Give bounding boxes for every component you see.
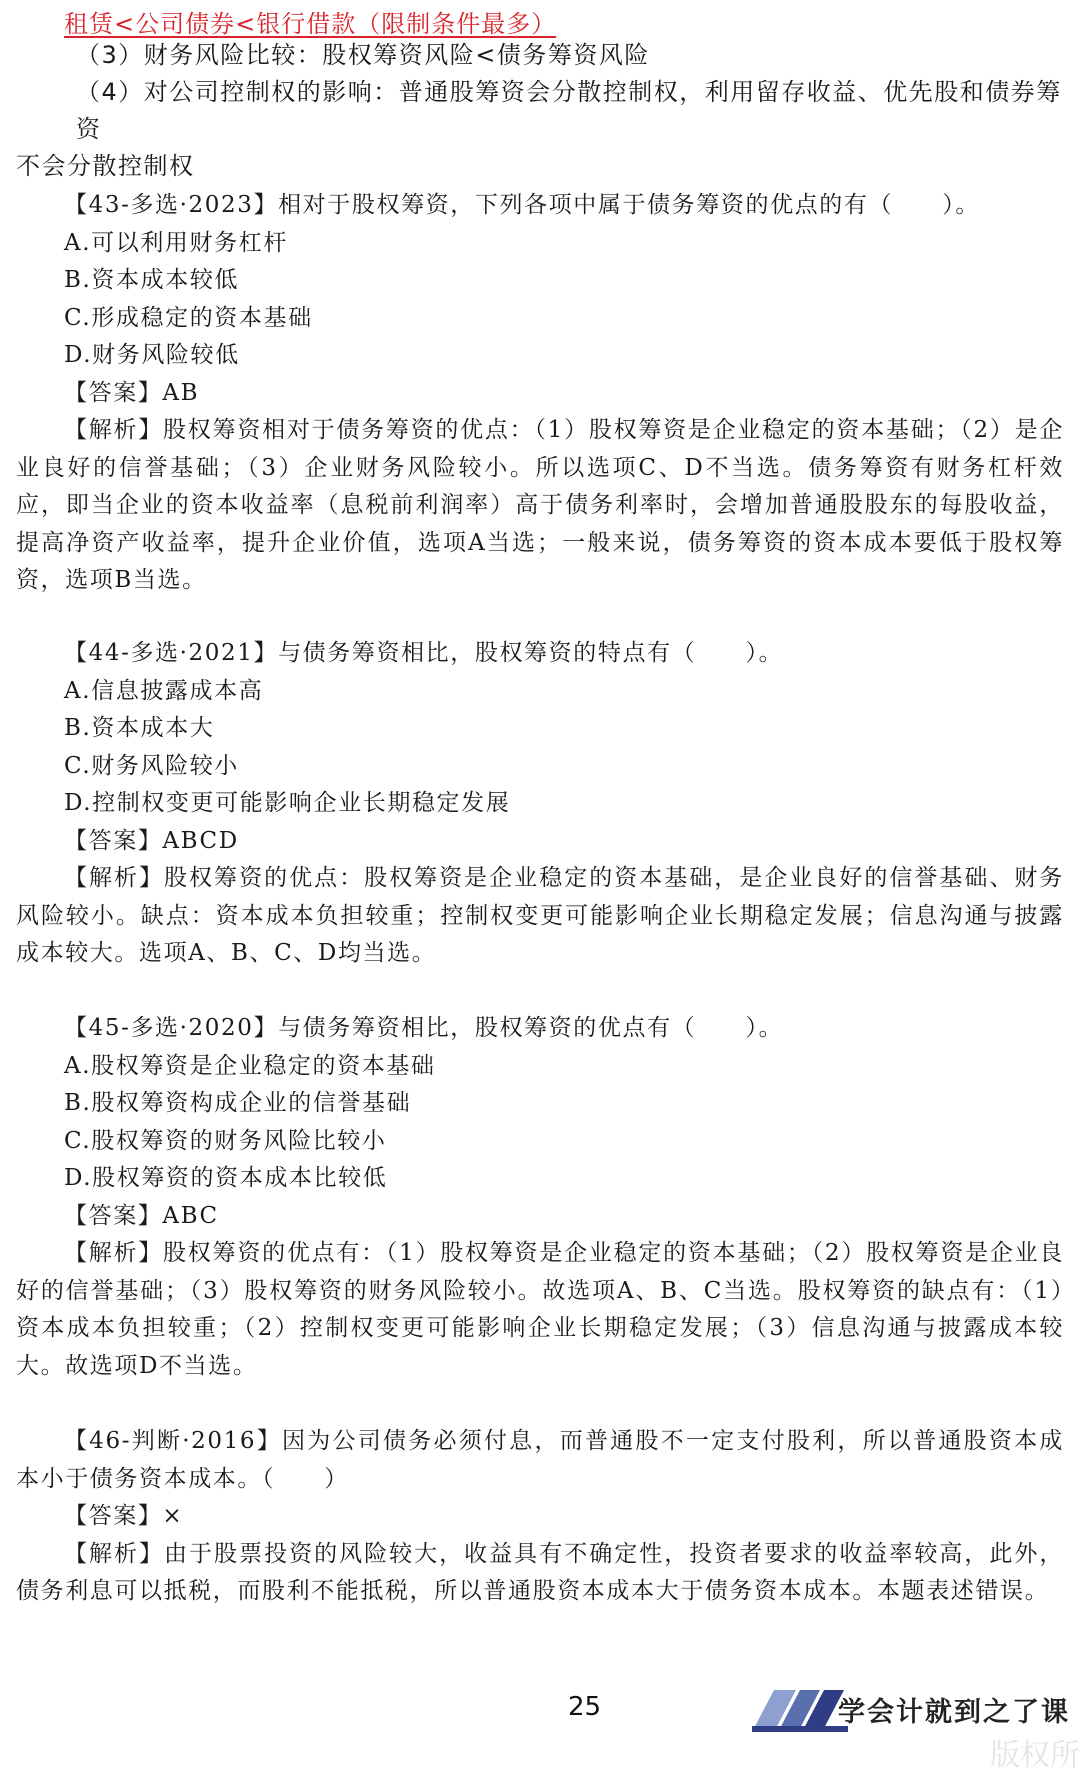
answer: 【答案】ABCD xyxy=(64,827,239,854)
option-a: A.信息披露成本高 xyxy=(64,677,264,704)
brand-logo-icon xyxy=(752,1686,852,1736)
page-number: 25 xyxy=(568,1692,602,1722)
question-44 xyxy=(16,635,1064,973)
explanation: 【解析】股权筹资的优点：股权筹资是企业稳定的资本基础，是企业良好的信誉基础、财务风险较小。缺点：资本成本负担较重；控制权变更可能影响企业长期稳定发展；信息沟通与披露成本较大。选项A、B、C、D均当选。 xyxy=(16,865,1064,966)
intro-line-3: （3）财务风险比较：股权筹资风险<债务筹资风险 xyxy=(76,41,650,69)
option-b: B.股权筹资构成企业的信誉基础 xyxy=(64,1090,412,1116)
brand-slogan: 学会计就到之了课 xyxy=(838,1697,1070,1728)
question-46 xyxy=(16,1423,1064,1611)
answer: 【答案】ABC xyxy=(64,1202,219,1229)
option-c: C.形成稳定的资本基础 xyxy=(64,304,313,331)
explanation: 【解析】由于股票投资的风险较大，收益具有不确定性，投资者要求的收益率较高，此外，债务利息可以抵税，而股利不能抵税，所以普通股资本成本大于债务资本成本。本题表述错误。 xyxy=(16,1540,1064,1604)
intro-line-4: （4）对公司控制权的影响：普通股筹资会分散控制权，利用留存收益、优先股和债券筹资 不会分散控制权 xyxy=(16,78,1062,180)
answer: 【答案】AB xyxy=(64,379,200,406)
question-45 xyxy=(16,1010,1064,1385)
explanation: 【解析】股权筹资的优点有：（1）股权筹资是企业稳定的资本基础；（2）股权筹资是企业良好的信誉基础；（3）股权筹资的财务风险较小。故选项A、B、C当选。股权筹资的缺点有：（1）资本成本负担较重；（2）控制权变更可能影响企业长期稳定发展；（3）信息沟通与披露成本较大。故选项D不当选。 xyxy=(16,1240,1064,1379)
explanation: 【解析】股权筹资相对于债务筹资的优点：（1）股权筹资是企业稳定的资本基础；（2）是企业良好的信誉基础；（3）企业财务风险较小。所以选项C、D不当选。债务筹资有财务杠杆效应，即当企业的资本收益率（息税前利润率）高于债务利率时，会增加普通股股东的每股收益，提高净资产收益率，提升企业价值，选项A当选；一般来说，债务筹资的资本成本要低于股权筹资，选项B当选。 xyxy=(16,417,1064,593)
option-b: B.资本成本大 xyxy=(64,715,215,741)
question-stem: 【45-多选·2020】与债务筹资相比，股权筹资的优点有（ ）。 xyxy=(64,1015,784,1041)
red-summary-line: 租赁<公司债券<银行借款（限制条件最多） xyxy=(64,10,557,38)
option-d: D.股权筹资的资本成本比较低 xyxy=(64,1165,388,1191)
watermark: 版权所 xyxy=(990,1738,1080,1773)
option-a: A.股权筹资是企业稳定的资本基础 xyxy=(64,1052,436,1079)
question-43 xyxy=(16,187,1064,600)
option-a: A.可以利用财务杠杆 xyxy=(64,229,288,256)
option-c: C.股权筹资的财务风险比较小 xyxy=(64,1127,387,1154)
question-stem: 【46-判断·2016】因为公司债务必须付息，而普通股不一定支付股利，所以普通股资本成本小于债务资本成本。（ ） xyxy=(16,1428,1064,1492)
option-d: D.控制权变更可能影响企业长期稳定发展 xyxy=(64,790,511,816)
option-b: B.资本成本较低 xyxy=(64,267,240,293)
option-c: C.财务风险较小 xyxy=(64,752,239,779)
question-stem: 【43-多选·2023】相对于股权筹资，下列各项中属于债务筹资的优点的有（ ）。 xyxy=(64,192,980,218)
page-footer xyxy=(0,1678,1080,1773)
question-stem: 【44-多选·2021】与债务筹资相比，股权筹资的特点有（ ）。 xyxy=(64,640,784,666)
option-d: D.财务风险较低 xyxy=(64,342,240,368)
answer: 【答案】× xyxy=(64,1503,184,1529)
